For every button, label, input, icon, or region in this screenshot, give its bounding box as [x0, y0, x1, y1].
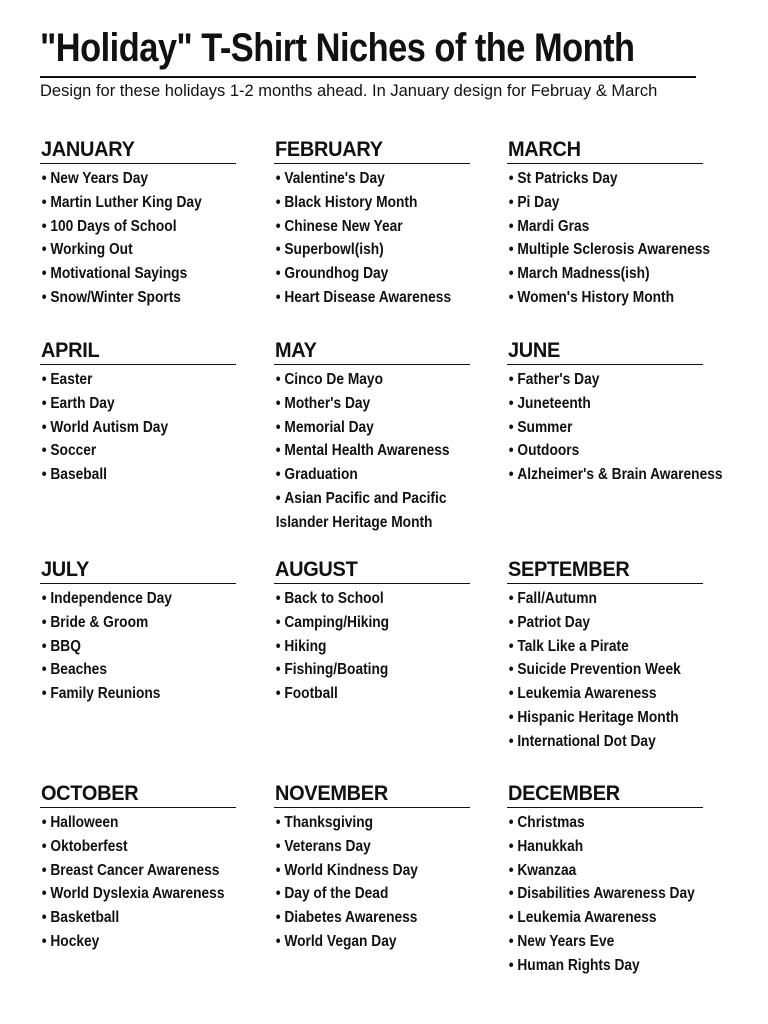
month-heading: AUGUST: [274, 558, 358, 581]
list-item: • Breast Cancer Awareness: [40, 859, 246, 883]
month-heading: JULY: [40, 558, 89, 581]
list-item: • Human Rights Day: [507, 954, 713, 978]
month-divider: [40, 163, 236, 164]
list-item: • Mental Health Awareness: [274, 439, 480, 463]
list-item: • Independence Day: [40, 587, 246, 611]
list-item: • Christmas: [507, 811, 713, 835]
list-item: • Cinco De Mayo: [274, 368, 480, 392]
month-divider: [507, 583, 703, 584]
list-item: • Pi Day: [507, 191, 713, 215]
month-divider: [507, 807, 703, 808]
page-title: "Holiday" T-Shirt Niches of the Month: [40, 26, 635, 70]
month-june: [507, 339, 747, 487]
list-item: • Earth Day: [40, 392, 246, 416]
niche-list: [40, 811, 280, 954]
list-item: • March Madness(ish): [507, 262, 713, 286]
list-item: • Mother's Day: [274, 392, 480, 416]
month-heading: JANUARY: [40, 138, 135, 161]
list-item: • Baseball: [40, 463, 246, 487]
list-item: • Patriot Day: [507, 611, 713, 635]
list-item: • Soccer: [40, 439, 246, 463]
list-item: • Leukemia Awareness: [507, 906, 713, 930]
niche-list: [274, 811, 514, 954]
list-item: • Hiking: [274, 635, 480, 659]
list-item: • Memorial Day: [274, 416, 480, 440]
month-divider: [507, 364, 703, 365]
list-item: • Thanksgiving: [274, 811, 480, 835]
list-item: • World Kindness Day: [274, 859, 480, 883]
niche-list: [40, 167, 280, 310]
list-item: • Hockey: [40, 930, 246, 954]
month-divider: [274, 583, 470, 584]
month-september: [507, 558, 747, 754]
list-item: • St Patricks Day: [507, 167, 713, 191]
month-february: [274, 138, 514, 310]
list-item: • New Years Eve: [507, 930, 713, 954]
list-item: • Multiple Sclerosis Awareness: [507, 238, 713, 262]
list-item: • New Years Day: [40, 167, 246, 191]
month-heading: NOVEMBER: [274, 782, 388, 805]
list-item: • Back to School: [274, 587, 480, 611]
niche-list: [40, 368, 280, 487]
month-april: [40, 339, 280, 487]
list-item: • Black History Month: [274, 191, 480, 215]
niche-list: [274, 368, 514, 535]
list-item: • Summer: [507, 416, 713, 440]
list-item: • World Dyslexia Awareness: [40, 882, 246, 906]
month-march: [507, 138, 747, 310]
list-item: • Day of the Dead: [274, 882, 480, 906]
list-item: • Basketball: [40, 906, 246, 930]
list-item: • Mardi Gras: [507, 215, 713, 239]
list-item: • Suicide Prevention Week: [507, 658, 713, 682]
niche-list: [507, 811, 747, 978]
list-item: • World Autism Day: [40, 416, 246, 440]
month-december: [507, 782, 747, 978]
list-item: • Superbowl(ish): [274, 238, 480, 262]
month-divider: [40, 807, 236, 808]
list-item: • Kwanzaa: [507, 859, 713, 883]
list-item: • Beaches: [40, 658, 246, 682]
list-item: • Alzheimer's & Brain Awareness: [507, 463, 713, 487]
list-item: • Camping/Hiking: [274, 611, 480, 635]
month-divider: [507, 163, 703, 164]
month-divider: [274, 364, 470, 365]
month-divider: [40, 583, 236, 584]
month-heading: JUNE: [507, 339, 561, 362]
list-item: • Groundhog Day: [274, 262, 480, 286]
list-item: • Disabilities Awareness Day: [507, 882, 713, 906]
niche-list: [507, 368, 747, 487]
niche-list: [507, 167, 747, 310]
list-item: • Outdoors: [507, 439, 713, 463]
title-divider: [40, 76, 696, 78]
list-item: • Easter: [40, 368, 246, 392]
month-may: [274, 339, 514, 535]
list-item: • Juneteenth: [507, 392, 713, 416]
month-divider: [274, 163, 470, 164]
list-item: • World Vegan Day: [274, 930, 480, 954]
list-item: • Fall/Autumn: [507, 587, 713, 611]
list-item: • International Dot Day: [507, 730, 713, 754]
month-divider: [274, 807, 470, 808]
list-item: • Martin Luther King Day: [40, 191, 246, 215]
list-item: • Bride & Groom: [40, 611, 246, 635]
month-heading: SEPTEMBER: [507, 558, 630, 581]
month-heading: DECEMBER: [507, 782, 620, 805]
list-item: • Oktoberfest: [40, 835, 246, 859]
list-item: • Veterans Day: [274, 835, 480, 859]
niche-list: [507, 587, 747, 754]
list-item: • Father's Day: [507, 368, 713, 392]
list-item: • Motivational Sayings: [40, 262, 246, 286]
month-heading: OCTOBER: [40, 782, 139, 805]
month-july: [40, 558, 280, 706]
list-item: • Hanukkah: [507, 835, 713, 859]
month-heading: FEBRUARY: [274, 138, 383, 161]
page-subtitle: Design for these holidays 1-2 months ahead. In January design for Februay & March: [40, 82, 658, 100]
niche-list: [40, 587, 280, 706]
list-item: • Football: [274, 682, 480, 706]
list-item: • BBQ: [40, 635, 246, 659]
list-item: • Family Reunions: [40, 682, 246, 706]
month-heading: APRIL: [40, 339, 100, 362]
list-item: • Graduation: [274, 463, 480, 487]
list-item: • Working Out: [40, 238, 246, 262]
list-item: • Women's History Month: [507, 286, 713, 310]
list-item: • Leukemia Awareness: [507, 682, 713, 706]
list-item: • Snow/Winter Sports: [40, 286, 246, 310]
list-item: • Fishing/Boating: [274, 658, 480, 682]
month-divider: [40, 364, 236, 365]
month-august: [274, 558, 514, 706]
list-item: • Diabetes Awareness: [274, 906, 480, 930]
month-heading: MAY: [274, 339, 317, 362]
list-item: • Halloween: [40, 811, 246, 835]
list-item: • Valentine's Day: [274, 167, 480, 191]
list-item: • Heart Disease Awareness: [274, 286, 480, 310]
niche-list: [274, 587, 514, 706]
niche-list: [274, 167, 514, 310]
month-october: [40, 782, 280, 954]
list-item: • 100 Days of School: [40, 215, 246, 239]
list-item: • Talk Like a Pirate: [507, 635, 713, 659]
list-item: • Chinese New Year: [274, 215, 480, 239]
month-november: [274, 782, 514, 954]
list-item: • Hispanic Heritage Month: [507, 706, 713, 730]
month-january: [40, 138, 280, 310]
list-item: • Asian Pacific and Pacific Islander Heritage Month: [274, 487, 472, 535]
month-heading: MARCH: [507, 138, 581, 161]
